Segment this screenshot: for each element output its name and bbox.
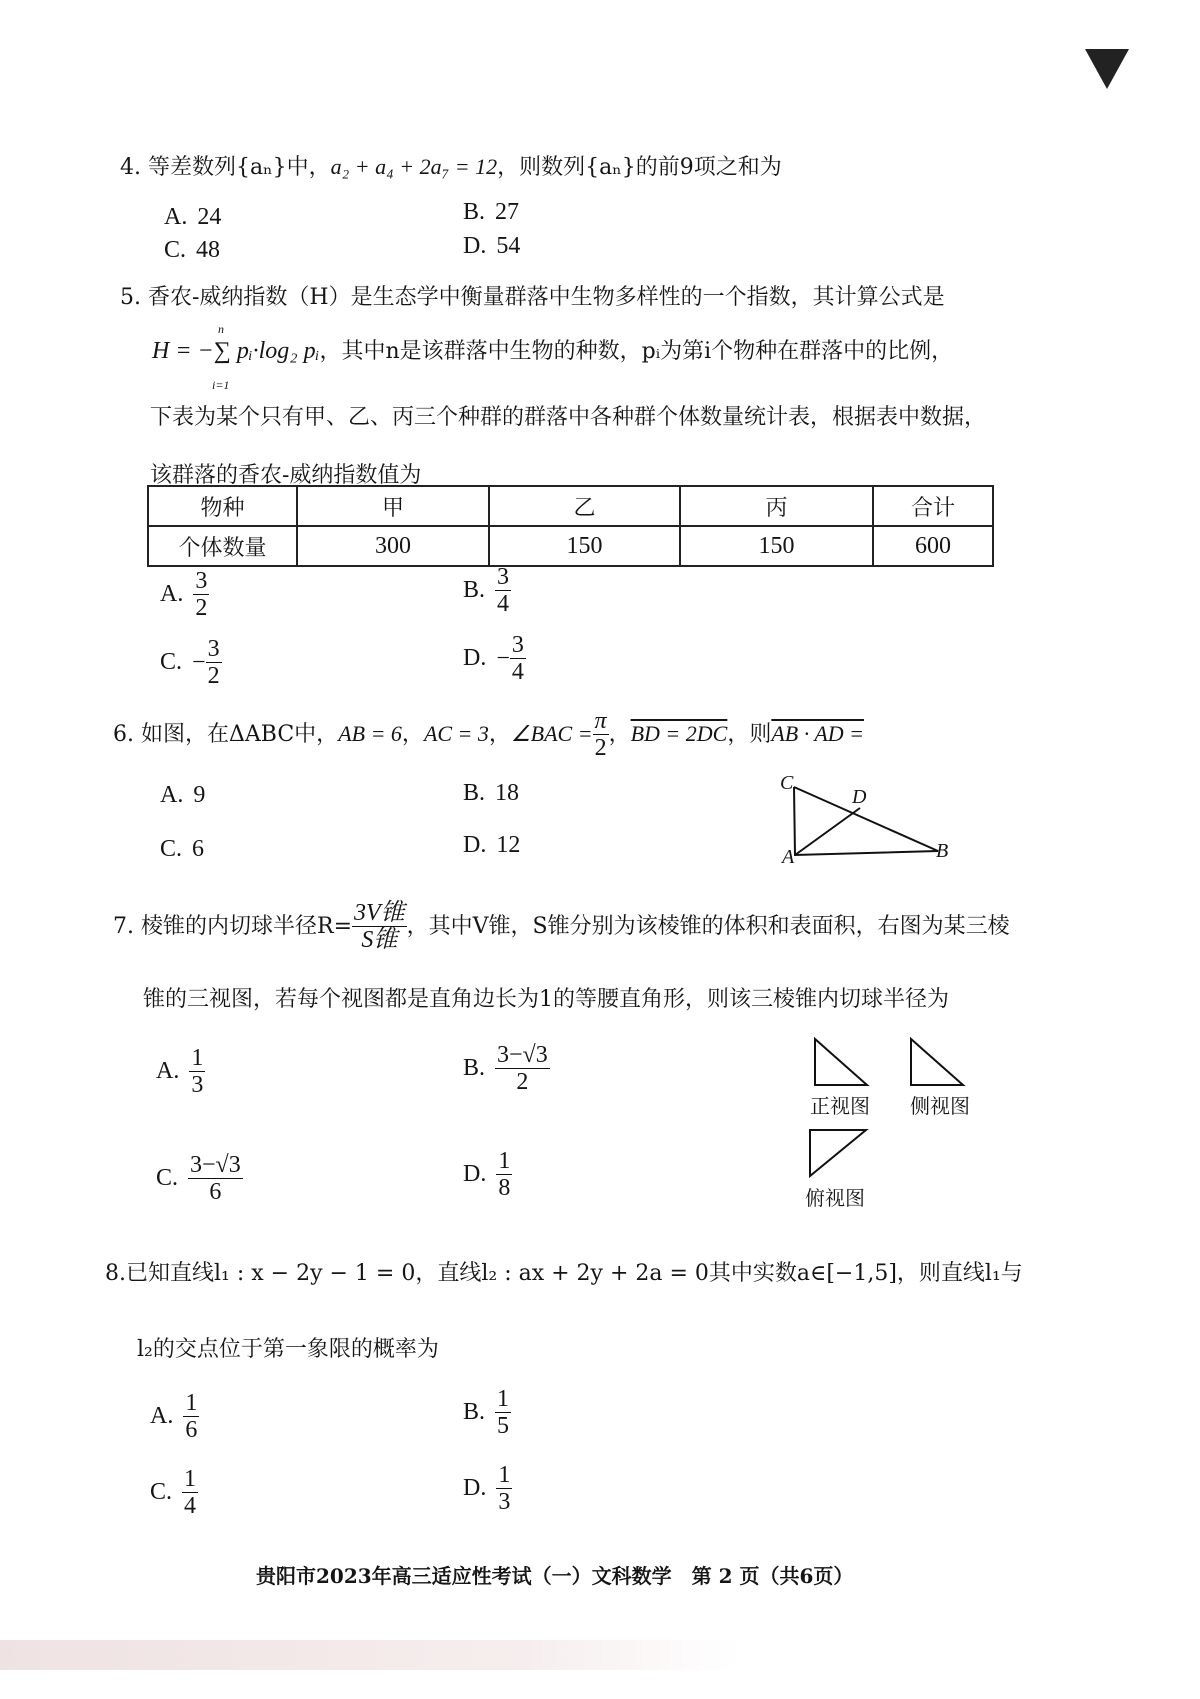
numerator: 3−√3 — [497, 1042, 548, 1068]
question-text: ，其中n是该群落中生物的种数，pᵢ为第i个物种在群落中的比例， — [319, 339, 954, 364]
sum-upper-limit: n — [218, 322, 224, 336]
numerator: 3−√3 — [190, 1152, 241, 1178]
numerator: 3 — [195, 568, 208, 594]
question-6: 6. 如图，在ΔABC中，AB = 6，AC = 3，∠BAC = $\frac{\pi}{2}$ ，BD = 2DC，则AB · AD = — [113, 708, 864, 762]
option-d — [463, 1462, 512, 1516]
option-a — [150, 1390, 199, 1444]
option-b — [463, 1386, 511, 1440]
option-label: C. — [150, 1479, 173, 1506]
fraction — [496, 1148, 512, 1202]
option-label: D. — [463, 832, 487, 858]
table-cell: 合计 — [873, 486, 993, 526]
question-text: 该群落的香农-威纳指数值为 — [150, 463, 422, 488]
table-header-row — [148, 486, 993, 526]
fraction — [495, 1386, 511, 1440]
fraction — [193, 568, 209, 622]
point-label-b: B — [936, 840, 949, 862]
option-label: B. — [463, 199, 486, 225]
option-d — [463, 632, 526, 686]
option-label: D. — [463, 233, 487, 259]
sum-lower-limit: i=1 — [212, 378, 230, 392]
table-cell: 丙 — [680, 486, 873, 526]
option-label: B. — [463, 577, 486, 604]
denominator: 2 — [207, 663, 220, 690]
front-view-figure — [812, 1036, 870, 1088]
option-b — [463, 780, 519, 807]
denominator: 3 — [498, 1489, 511, 1516]
fraction — [189, 1045, 205, 1099]
denominator: 2 — [195, 595, 208, 622]
table-cell: 个体数量 — [148, 526, 297, 566]
table-cell: 物种 — [148, 486, 297, 526]
question-number: 4. — [120, 155, 141, 180]
question-number: 8. — [105, 1261, 126, 1286]
numerator: 1 — [184, 1466, 197, 1492]
fraction — [495, 564, 511, 618]
numerator: 3 — [511, 632, 524, 658]
numerator: 3 — [207, 636, 220, 662]
option-c — [150, 1466, 198, 1520]
fraction — [206, 636, 222, 690]
option-a — [164, 204, 221, 231]
option-label: D. — [463, 645, 487, 672]
fraction — [510, 632, 526, 686]
denominator: 4 — [497, 591, 510, 618]
option-label: B. — [463, 1055, 486, 1082]
option-label: B. — [463, 1399, 486, 1426]
question-7 — [113, 900, 1010, 954]
table-row — [148, 526, 993, 566]
option-c — [160, 836, 204, 863]
option-label: A. — [150, 1403, 174, 1430]
table-cell: 乙 — [489, 486, 680, 526]
numerator: 1 — [497, 1386, 510, 1412]
top-view-figure — [807, 1127, 869, 1179]
option-value: 9 — [193, 782, 206, 808]
option-d — [463, 1148, 512, 1202]
question-number: 5. — [120, 285, 141, 310]
point-label-c: C — [780, 772, 794, 794]
question-text: 如图，在ΔABC中， — [141, 721, 339, 747]
page-footer: 贵阳市2023年高三适应性考试（一）文科数学 第 2 页（共6页） — [256, 1564, 854, 1588]
denominator: S锥 — [361, 927, 398, 954]
option-label: C. — [160, 649, 183, 676]
denominator: 2 — [594, 735, 607, 762]
question-text: 下表为某个只有甲、乙、丙三个种群的群落中各种群个体数量统计表，根据表中数据， — [150, 405, 987, 430]
denominator: 5 — [497, 1413, 510, 1440]
sign: − — [496, 645, 510, 672]
fraction — [593, 708, 609, 762]
option-label: B. — [463, 780, 486, 806]
numerator: 1 — [191, 1045, 204, 1071]
fraction — [188, 1152, 243, 1206]
option-c — [164, 237, 220, 264]
numerator: 3 — [497, 564, 510, 590]
top-view-label: 俯视图 — [805, 1186, 865, 1210]
point-label-d: D — [852, 786, 867, 808]
option-b — [463, 199, 519, 226]
option-b — [463, 1042, 550, 1096]
option-label: C. — [160, 836, 183, 862]
fraction — [495, 1042, 550, 1096]
point-label-a: A — [782, 846, 795, 868]
option-a — [160, 568, 209, 622]
fraction — [352, 900, 407, 954]
fraction — [182, 1466, 198, 1520]
option-value: 54 — [496, 233, 521, 259]
fraction — [496, 1462, 512, 1516]
numerator: 1 — [498, 1462, 511, 1488]
option-a — [156, 1045, 205, 1099]
option-label: C. — [156, 1165, 179, 1192]
option-label: A. — [160, 581, 184, 608]
table-cell: 150 — [489, 526, 680, 566]
denominator: 6 — [185, 1417, 198, 1444]
vector-formula: BD = 2DC — [630, 720, 728, 746]
question-text: 已知直线l₁ : x − 2y − 1 = 0，直线l₂ : ax + 2y + 2a = 0其中实数a∈[−1,5]，则直线l₁与 — [126, 1261, 1023, 1286]
question-text: l₂的交点位于第一象限的概率为 — [137, 1337, 439, 1362]
option-value: 6 — [192, 836, 205, 862]
option-d — [463, 233, 520, 260]
shannon-formula: H = −∑ pᵢ·log₂ pᵢ — [152, 338, 320, 364]
sign: − — [192, 649, 206, 676]
table-cell: 300 — [297, 526, 489, 566]
option-value: 27 — [495, 199, 520, 225]
option-label: D. — [463, 1475, 487, 1502]
triangle-abc-figure — [780, 775, 960, 870]
formula: ∠BAC = — [510, 720, 593, 746]
fraction — [183, 1390, 199, 1444]
denominator: 8 — [498, 1175, 511, 1202]
question-text: 等差数列{aₙ}中， — [148, 155, 331, 180]
question-text: ，则 — [727, 721, 772, 747]
population-table — [147, 485, 994, 567]
option-a — [160, 782, 205, 809]
question-text: ，则数列{aₙ}的前9项之和为 — [497, 155, 782, 180]
option-label: A. — [160, 782, 184, 808]
option-value: 48 — [196, 237, 221, 263]
table-cell: 150 — [680, 526, 873, 566]
option-label: A. — [164, 204, 188, 230]
scan-artifact — [0, 1640, 740, 1670]
denominator: 3 — [191, 1072, 204, 1099]
option-value: 12 — [496, 832, 521, 858]
numerator: 3V锥 — [354, 900, 405, 926]
table-cell: 甲 — [297, 486, 489, 526]
numerator: 1 — [498, 1148, 511, 1174]
question-text: 锥的三视图，若每个视图都是直角边长为1的等腰直角形，则该三棱锥内切球半径为 — [143, 987, 949, 1012]
option-b — [463, 564, 511, 618]
denominator: 6 — [209, 1179, 222, 1206]
denominator: 4 — [184, 1493, 197, 1520]
question-4 — [120, 150, 782, 181]
question-number: 7. — [113, 913, 134, 939]
corner-triangle-marker-icon — [1085, 49, 1129, 89]
option-label: C. — [164, 237, 187, 263]
front-view-label: 正视图 — [810, 1094, 870, 1118]
question-5 — [120, 280, 945, 311]
vector-formula: AB · AD = — [771, 720, 864, 746]
option-value: 24 — [197, 204, 222, 230]
side-view-figure — [908, 1036, 966, 1088]
table-cell: 600 — [873, 526, 993, 566]
formula: a₂ + a₄ + 2a₇ = 12 — [330, 154, 498, 179]
question-8 — [105, 1256, 1023, 1287]
numerator: π — [594, 708, 607, 734]
side-view-label: 侧视图 — [910, 1094, 970, 1118]
option-value: 18 — [495, 780, 520, 806]
numerator: 1 — [185, 1390, 198, 1416]
question-text: 棱锥的内切球半径R= — [141, 913, 352, 939]
denominator: 4 — [511, 659, 524, 686]
option-label: D. — [463, 1161, 487, 1188]
option-c — [156, 1152, 243, 1206]
formula: AC = 3 — [423, 720, 489, 746]
denominator: 2 — [516, 1069, 529, 1096]
formula: AB = 6 — [338, 720, 402, 746]
question-text: ，其中V锥，S锥分别为该棱锥的体积和表面积，右图为某三棱 — [406, 913, 1010, 939]
option-d — [463, 832, 520, 859]
option-label: A. — [156, 1058, 180, 1085]
question-text: 香农-威纳指数（H）是生态学中衡量群落中生物多样性的一个指数，其计算公式是 — [148, 285, 945, 310]
question-number: 6. — [113, 721, 134, 747]
formula-line — [152, 334, 953, 365]
option-c — [160, 636, 222, 690]
